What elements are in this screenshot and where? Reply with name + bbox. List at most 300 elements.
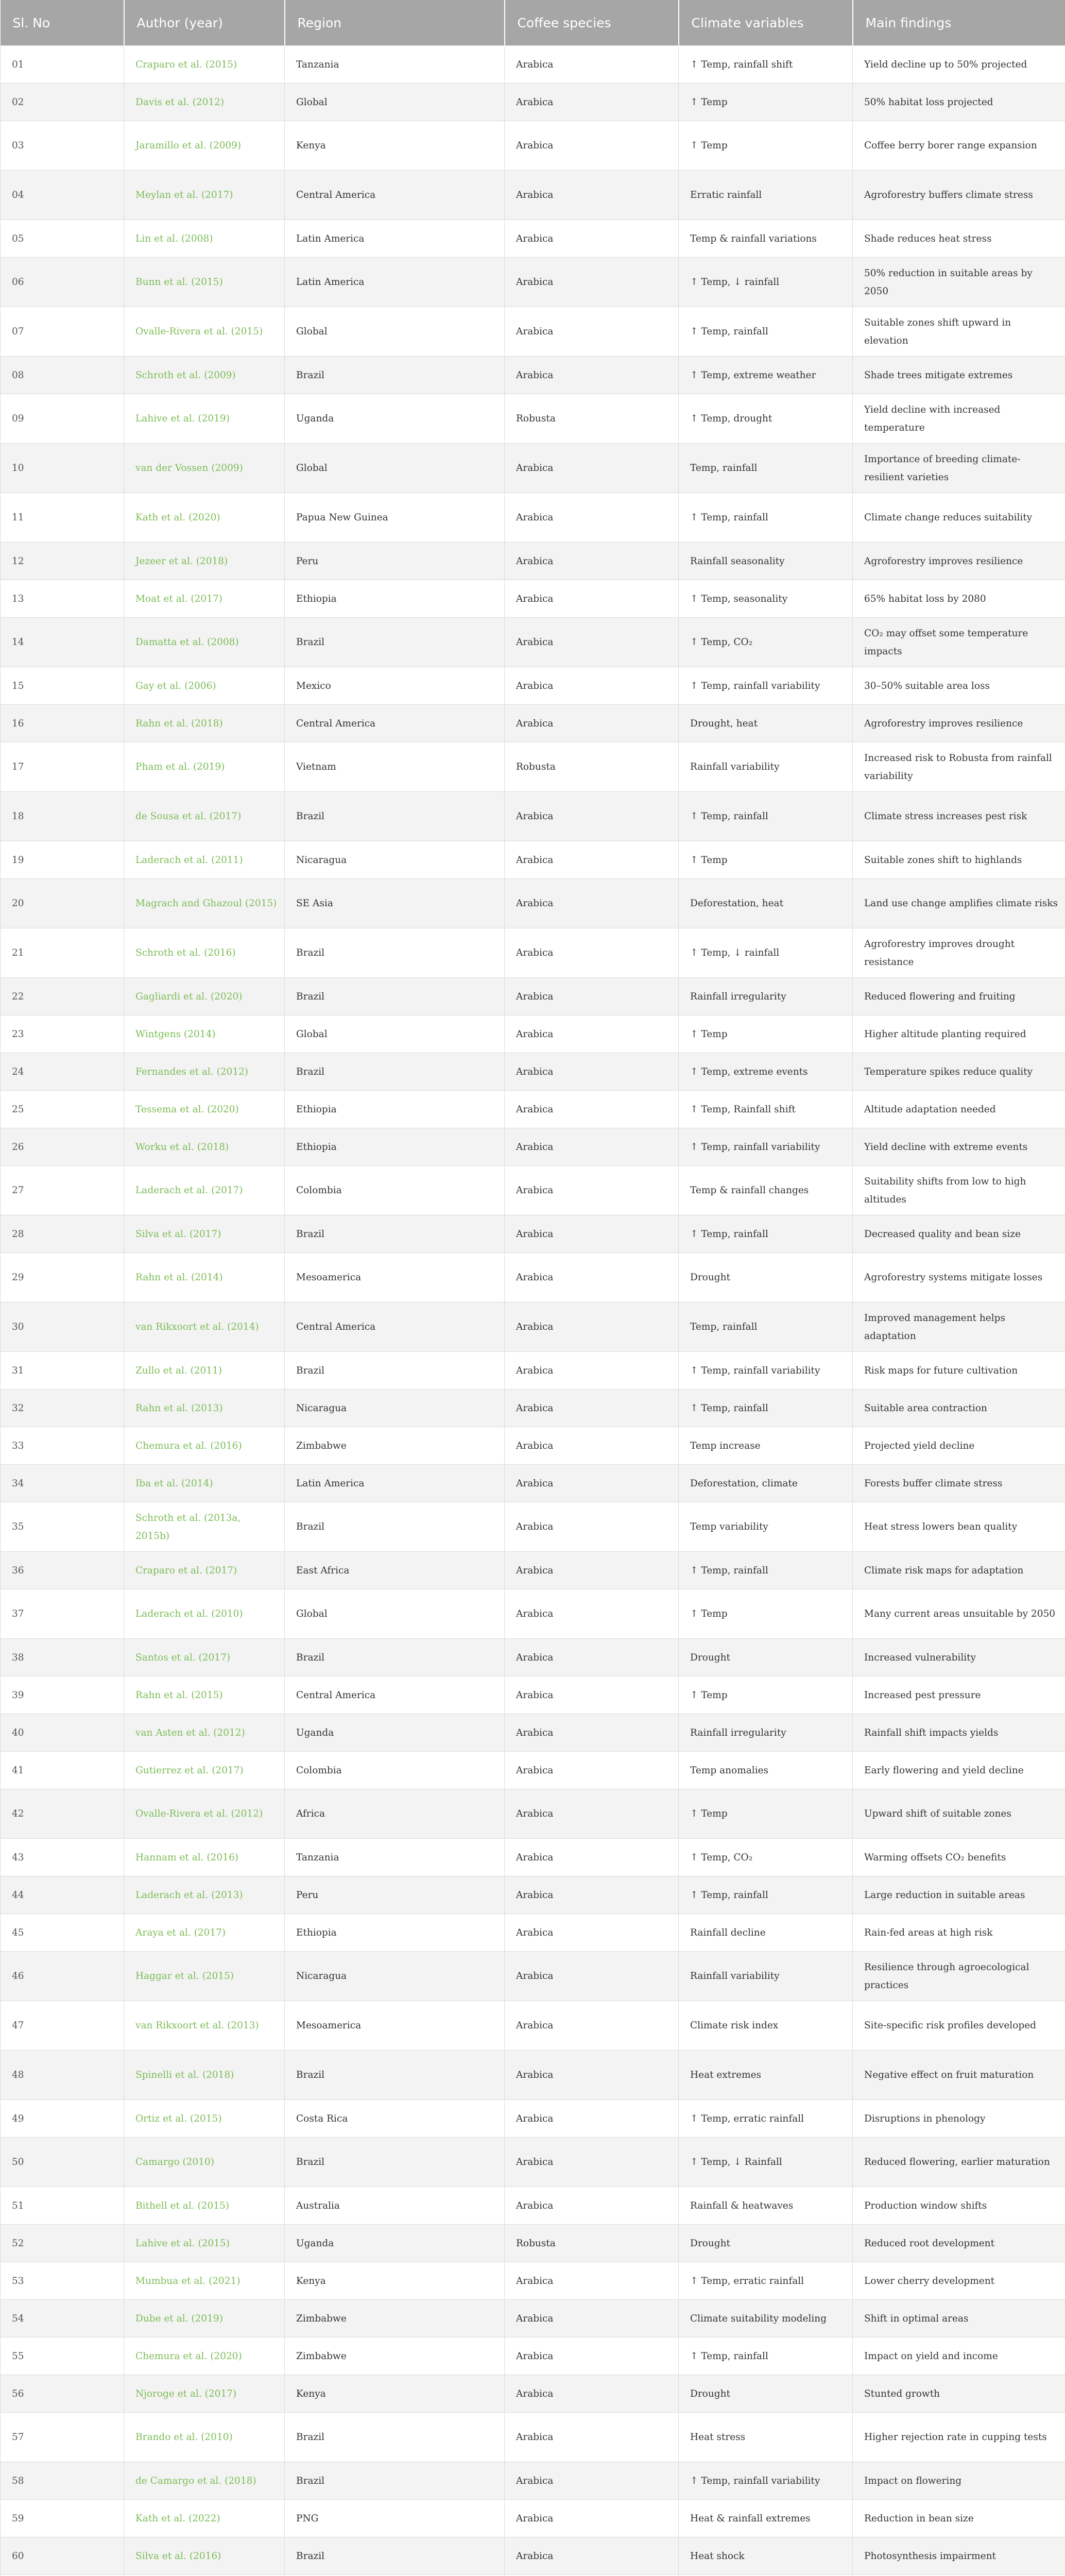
climate-variables-cell: Heat extremes [679,2050,853,2100]
species-cell: Arabica [505,2001,679,2050]
table-row [1,220,1065,258]
table-row [1,444,1065,493]
main-findings-cell: Stunted growth [853,2375,1065,2413]
region-cell: Brazil [285,2138,505,2187]
table-row [1,543,1065,580]
species-cell: Arabica [505,1589,679,1639]
region-cell: Brazil [285,2050,505,2100]
author-cell: Damatta et al. (2008) [124,618,285,667]
table-row [1,1714,1065,1752]
climate-variables-cell: Drought [679,1639,853,1676]
author-cell: Njoroge et al. (2017) [124,2375,285,2413]
climate-variables-cell: ↑ Temp [679,1676,853,1714]
main-findings-cell: Heat stress lowers bean quality [853,1502,1065,1552]
region-cell: Brazil [285,928,505,978]
species-cell: Arabica [505,792,679,841]
table-row [1,2375,1065,2413]
author-cell: Hannam et al. (2016) [124,1839,285,1876]
main-findings-cell: Climate stress increases pest risk [853,792,1065,841]
author-cell: Chemura et al. (2016) [124,1427,285,1465]
species-cell: Arabica [505,667,679,705]
climate-variables-cell: Drought [679,2225,853,2262]
header-author-year: Author (year) [124,0,285,46]
species-cell: Arabica [505,1253,679,1302]
sl-no-cell: 13 [1,580,124,618]
sl-no-cell: 35 [1,1502,124,1552]
sl-no-cell: 59 [1,2500,124,2537]
main-findings-cell: CO₂ may offset some temperature impacts [853,618,1065,667]
author-cell: Magrach and Ghazoul (2015) [124,879,285,928]
species-cell: Arabica [505,1389,679,1427]
region-cell: Peru [285,1876,505,1914]
table-row [1,978,1065,1015]
main-findings-cell: Increased risk to Robusta from rainfall variability [853,742,1065,792]
sl-no-cell: 25 [1,1091,124,1128]
main-findings-cell: Disruptions in phenology [853,2100,1065,2138]
table-row [1,1789,1065,1839]
sl-no-cell: 22 [1,978,124,1015]
main-findings-cell: Suitable area contraction [853,1389,1065,1427]
table-row [1,580,1065,618]
climate-variables-cell: ↑ Temp [679,1589,853,1639]
sl-no-cell: 04 [1,171,124,220]
main-findings-cell: Reduced flowering and fruiting [853,978,1065,1015]
species-cell: Arabica [505,841,679,879]
author-cell: Rahn et al. (2013) [124,1389,285,1427]
region-cell: Vietnam [285,742,505,792]
author-cell: van Asten et al. (2012) [124,1714,285,1752]
sl-no-cell: 32 [1,1389,124,1427]
main-findings-cell: Importance of breeding climate-resilient varieties [853,444,1065,493]
region-cell: Colombia [285,1752,505,1789]
climate-variables-cell: ↑ Temp [679,1015,853,1053]
table-row [1,2337,1065,2375]
region-cell: Nicaragua [285,1389,505,1427]
species-cell: Arabica [505,2138,679,2187]
main-findings-cell: 65% habitat loss by 2080 [853,580,1065,618]
author-cell: van Rikxoort et al. (2013) [124,2001,285,2050]
region-cell: Kenya [285,2375,505,2413]
main-findings-cell: Projected yield decline [853,1427,1065,1465]
table-row [1,1914,1065,1952]
sl-no-cell: 34 [1,1465,124,1502]
region-cell: Global [285,1589,505,1639]
table-row [1,1839,1065,1876]
table-row [1,1752,1065,1789]
region-cell: Global [285,307,505,357]
sl-no-cell: 39 [1,1676,124,1714]
author-cell: Santos et al. (2017) [124,1639,285,1676]
climate-variables-cell: Temp & rainfall variations [679,220,853,258]
author-cell: Silva et al. (2016) [124,2537,285,2575]
sl-no-cell: 26 [1,1128,124,1166]
sl-no-cell: 05 [1,220,124,258]
main-findings-cell: Decreased quality and bean size [853,1215,1065,1253]
climate-variables-cell: Heat & rainfall extremes [679,2500,853,2537]
author-cell: Zullo et al. (2011) [124,1352,285,1389]
species-cell: Arabica [505,580,679,618]
sl-no-cell: 55 [1,2337,124,2375]
region-cell: Brazil [285,2462,505,2500]
species-cell: Arabica [505,2500,679,2537]
species-cell: Arabica [505,493,679,543]
sl-no-cell: 60 [1,2537,124,2575]
sl-no-cell: 08 [1,357,124,394]
region-cell: Brazil [285,792,505,841]
sl-no-cell: 50 [1,2138,124,2187]
species-cell: Arabica [505,1166,679,1215]
table-row [1,1015,1065,1053]
table-row [1,1128,1065,1166]
main-findings-cell: Suitable zones shift upward in elevation [853,307,1065,357]
main-findings-cell: Improved management helps adaptation [853,1302,1065,1352]
main-findings-cell: Temperature spikes reduce quality [853,1053,1065,1091]
author-cell: Gay et al. (2006) [124,667,285,705]
region-cell: Brazil [285,2413,505,2462]
author-cell: Meylan et al. (2017) [124,171,285,220]
region-cell: Zimbabwe [285,1427,505,1465]
table-header [1,0,1065,46]
climate-variables-cell: Rainfall seasonality [679,543,853,580]
species-cell: Arabica [505,2100,679,2138]
climate-variables-cell: ↑ Temp, rainfall [679,1552,853,1589]
main-findings-cell: Reduced flowering, earlier maturation [853,2138,1065,2187]
author-cell: Mumbua et al. (2021) [124,2262,285,2300]
table-row [1,1552,1065,1589]
table-row [1,1502,1065,1552]
climate-variables-cell: Temp anomalies [679,1752,853,1789]
table-row [1,1639,1065,1676]
author-cell: Chemura et al. (2020) [124,2337,285,2375]
climate-variables-cell: ↑ Temp, CO₂ [679,618,853,667]
sl-no-cell: 29 [1,1253,124,1302]
species-cell: Arabica [505,1914,679,1952]
climate-variables-cell: ↑ Temp, rainfall [679,1215,853,1253]
header-main-findings: Main findings [853,0,1065,46]
climate-variables-cell: ↑ Temp, rainfall variability [679,1128,853,1166]
table-row [1,1465,1065,1502]
author-cell: Worku et al. (2018) [124,1128,285,1166]
region-cell: Global [285,1015,505,1053]
sl-no-cell: 31 [1,1352,124,1389]
climate-variables-cell: ↑ Temp, rainfall shift [679,46,853,83]
sl-no-cell: 01 [1,46,124,83]
main-findings-cell: Yield decline with increased temperature [853,394,1065,444]
sl-no-cell: 12 [1,543,124,580]
table-row [1,1215,1065,1253]
main-findings-cell: Agroforestry buffers climate stress [853,171,1065,220]
author-cell: Wintgens (2014) [124,1015,285,1053]
header-row [1,0,1065,46]
climate-variables-cell: Deforestation, climate [679,1465,853,1502]
climate-variables-cell: ↑ Temp, rainfall [679,792,853,841]
sl-no-cell: 42 [1,1789,124,1839]
sl-no-cell: 56 [1,2375,124,2413]
species-cell: Arabica [505,1714,679,1752]
author-cell: Camargo (2010) [124,2138,285,2187]
region-cell: Kenya [285,2262,505,2300]
table-row [1,705,1065,742]
header-coffee-species: Coffee species [505,0,679,46]
main-findings-cell: 30–50% suitable area loss [853,667,1065,705]
species-cell: Arabica [505,1091,679,1128]
main-findings-cell: Suitable zones shift to highlands [853,841,1065,879]
author-cell: van der Vossen (2009) [124,444,285,493]
table-row [1,1091,1065,1128]
table-row [1,2225,1065,2262]
main-findings-cell: Reduction in bean size [853,2500,1065,2537]
climate-variables-cell: Climate risk index [679,2001,853,2050]
sl-no-cell: 52 [1,2225,124,2262]
climate-variables-cell: Temp variability [679,1502,853,1552]
author-cell: Craparo et al. (2015) [124,46,285,83]
table-row [1,1952,1065,2001]
sl-no-cell: 27 [1,1166,124,1215]
main-findings-cell: Photosynthesis impairment [853,2537,1065,2575]
author-cell: Rahn et al. (2015) [124,1676,285,1714]
region-cell: Latin America [285,220,505,258]
species-cell: Arabica [505,121,679,171]
climate-variables-cell: Temp & rainfall changes [679,1166,853,1215]
region-cell: Central America [285,1676,505,1714]
author-cell: Dube et al. (2019) [124,2300,285,2337]
sl-no-cell: 15 [1,667,124,705]
sl-no-cell: 16 [1,705,124,742]
author-cell: Lahive et al. (2015) [124,2225,285,2262]
main-findings-cell: Upward shift of suitable zones [853,1789,1065,1839]
main-findings-cell: Forests buffer climate stress [853,1465,1065,1502]
species-cell: Arabica [505,1639,679,1676]
author-cell: Kath et al. (2020) [124,493,285,543]
species-cell: Arabica [505,618,679,667]
author-cell: Davis et al. (2012) [124,83,285,121]
region-cell: Uganda [285,1714,505,1752]
region-cell: Mesoamerica [285,1253,505,1302]
climate-variables-cell: Rainfall variability [679,742,853,792]
author-cell: de Camargo et al. (2018) [124,2462,285,2500]
author-cell: Laderach et al. (2011) [124,841,285,879]
table-row [1,2001,1065,2050]
species-cell: Arabica [505,1502,679,1552]
region-cell: Ethiopia [285,1128,505,1166]
author-cell: Jaramillo et al. (2009) [124,121,285,171]
climate-variables-cell: Climate suitability modeling [679,2300,853,2337]
species-cell: Arabica [505,2262,679,2300]
region-cell: Peru [285,543,505,580]
author-cell: Schroth et al. (2009) [124,357,285,394]
climate-variables-cell: Temp increase [679,1427,853,1465]
sl-no-cell: 07 [1,307,124,357]
author-cell: Kath et al. (2022) [124,2500,285,2537]
author-cell: Laderach et al. (2013) [124,1876,285,1914]
climate-variables-cell: ↑ Temp, rainfall [679,1389,853,1427]
sl-no-cell: 30 [1,1302,124,1352]
table-row [1,2100,1065,2138]
main-findings-cell: Increased pest pressure [853,1676,1065,1714]
sl-no-cell: 38 [1,1639,124,1676]
species-cell: Arabica [505,2187,679,2225]
sl-no-cell: 23 [1,1015,124,1053]
sl-no-cell: 45 [1,1914,124,1952]
main-findings-cell: Production window shifts [853,2187,1065,2225]
climate-variables-cell: ↑ Temp, Rainfall shift [679,1091,853,1128]
table-row [1,493,1065,543]
main-findings-cell: Increased vulnerability [853,1639,1065,1676]
sl-no-cell: 43 [1,1839,124,1876]
climate-variables-cell: ↑ Temp, rainfall variability [679,2462,853,2500]
climate-variables-cell: ↑ Temp, CO₂ [679,1839,853,1876]
region-cell: Colombia [285,1166,505,1215]
author-cell: Schroth et al. (2016) [124,928,285,978]
species-cell: Robusta [505,2225,679,2262]
species-cell: Arabica [505,83,679,121]
species-cell: Arabica [505,1839,679,1876]
main-findings-cell: Large reduction in suitable areas [853,1876,1065,1914]
species-cell: Arabica [505,1952,679,2001]
main-findings-cell: Yield decline with extreme events [853,1128,1065,1166]
climate-variables-cell: Rainfall irregularity [679,978,853,1015]
region-cell: Brazil [285,618,505,667]
table-row [1,618,1065,667]
main-findings-cell: 50% reduction in suitable areas by 2050 [853,258,1065,307]
main-findings-cell: Shift in optimal areas [853,2300,1065,2337]
author-cell: Iba et al. (2014) [124,1465,285,1502]
climate-variables-cell: Rainfall decline [679,1914,853,1952]
climate-variables-cell: Drought [679,1253,853,1302]
species-cell: Arabica [505,1302,679,1352]
header-sl-no: Sl. No [1,0,124,46]
sl-no-cell: 44 [1,1876,124,1914]
species-cell: Arabica [505,1676,679,1714]
author-cell: Araya et al. (2017) [124,1914,285,1952]
main-findings-cell: Land use change amplifies climate risks [853,879,1065,928]
species-cell: Arabica [505,357,679,394]
sl-no-cell: 48 [1,2050,124,2100]
main-findings-cell: Agroforestry improves resilience [853,543,1065,580]
species-cell: Arabica [505,1053,679,1091]
region-cell: Latin America [285,258,505,307]
sl-no-cell: 20 [1,879,124,928]
table-row [1,394,1065,444]
region-cell: SE Asia [285,879,505,928]
species-cell: Arabica [505,1015,679,1053]
region-cell: Brazil [285,1639,505,1676]
species-cell: Arabica [505,46,679,83]
climate-variables-cell: ↑ Temp, ↓ rainfall [679,258,853,307]
main-findings-cell: Resilience through agroecological practices [853,1952,1065,2001]
main-findings-cell: Rain-fed areas at high risk [853,1914,1065,1952]
main-findings-cell: Site-specific risk profiles developed [853,2001,1065,2050]
sl-no-cell: 11 [1,493,124,543]
table-row [1,1589,1065,1639]
author-cell: de Sousa et al. (2017) [124,792,285,841]
region-cell: Ethiopia [285,580,505,618]
region-cell: Brazil [285,978,505,1015]
table-row [1,2462,1065,2500]
table-row [1,46,1065,83]
main-findings-cell: Reduced root development [853,2225,1065,2262]
sl-no-cell: 03 [1,121,124,171]
climate-variables-cell: ↑ Temp, rainfall variability [679,1352,853,1389]
main-findings-cell: Shade trees mitigate extremes [853,357,1065,394]
table-row [1,1053,1065,1091]
region-cell: Zimbabwe [285,2337,505,2375]
main-findings-cell: Altitude adaptation needed [853,1091,1065,1128]
climate-variables-cell: Rainfall variability [679,1952,853,2001]
main-findings-cell: Shade reduces heat stress [853,220,1065,258]
author-cell: Spinelli et al. (2018) [124,2050,285,2100]
climate-variables-cell: ↑ Temp [679,1789,853,1839]
climate-variables-cell: Deforestation, heat [679,879,853,928]
species-cell: Arabica [505,1876,679,1914]
region-cell: Brazil [285,1215,505,1253]
climate-variables-cell: ↑ Temp, rainfall variability [679,667,853,705]
sl-no-cell: 51 [1,2187,124,2225]
climate-variables-cell: ↑ Temp, extreme weather [679,357,853,394]
author-cell: van Rikxoort et al. (2014) [124,1302,285,1352]
author-cell: Craparo et al. (2017) [124,1552,285,1589]
region-cell: Brazil [285,1502,505,1552]
species-cell: Arabica [505,1752,679,1789]
climate-variables-cell: Erratic rainfall [679,171,853,220]
author-cell: Brando et al. (2010) [124,2413,285,2462]
table-row [1,879,1065,928]
main-findings-cell: Yield decline up to 50% projected [853,46,1065,83]
sl-no-cell: 10 [1,444,124,493]
main-findings-cell: Rainfall shift impacts yields [853,1714,1065,1752]
main-findings-cell: Early flowering and yield decline [853,1752,1065,1789]
author-cell: Lahive et al. (2019) [124,394,285,444]
sl-no-cell: 54 [1,2300,124,2337]
header-region: Region [285,0,505,46]
sl-no-cell: 18 [1,792,124,841]
species-cell: Arabica [505,705,679,742]
table-row [1,357,1065,394]
table-row [1,1676,1065,1714]
sl-no-cell: 40 [1,1714,124,1752]
main-findings-cell: Coffee berry borer range expansion [853,121,1065,171]
species-cell: Arabica [505,220,679,258]
author-cell: Fernandes et al. (2012) [124,1053,285,1091]
sl-no-cell: 49 [1,2100,124,2138]
author-cell: Silva et al. (2017) [124,1215,285,1253]
table-row [1,2537,1065,2575]
climate-variables-cell: Temp, rainfall [679,1302,853,1352]
main-findings-cell: Warming offsets CO₂ benefits [853,1839,1065,1876]
author-cell: Ovalle-Rivera et al. (2015) [124,307,285,357]
climate-variables-cell: ↑ Temp, rainfall [679,493,853,543]
author-cell: Moat et al. (2017) [124,580,285,618]
table-row [1,667,1065,705]
climate-variables-cell: Rainfall irregularity [679,1714,853,1752]
author-cell: Gagliardi et al. (2020) [124,978,285,1015]
table-row [1,171,1065,220]
author-cell: Rahn et al. (2018) [124,705,285,742]
sl-no-cell: 09 [1,394,124,444]
region-cell: Africa [285,1789,505,1839]
region-cell: Kenya [285,121,505,171]
table-row [1,83,1065,121]
sl-no-cell: 46 [1,1952,124,2001]
main-findings-cell: Agroforestry improves resilience [853,705,1065,742]
main-findings-cell: Climate risk maps for adaptation [853,1552,1065,1589]
region-cell: Global [285,444,505,493]
climate-variables-cell: ↑ Temp, ↓ rainfall [679,928,853,978]
species-cell: Arabica [505,258,679,307]
sl-no-cell: 41 [1,1752,124,1789]
species-cell: Arabica [505,2337,679,2375]
author-cell: Gutierrez et al. (2017) [124,1752,285,1789]
